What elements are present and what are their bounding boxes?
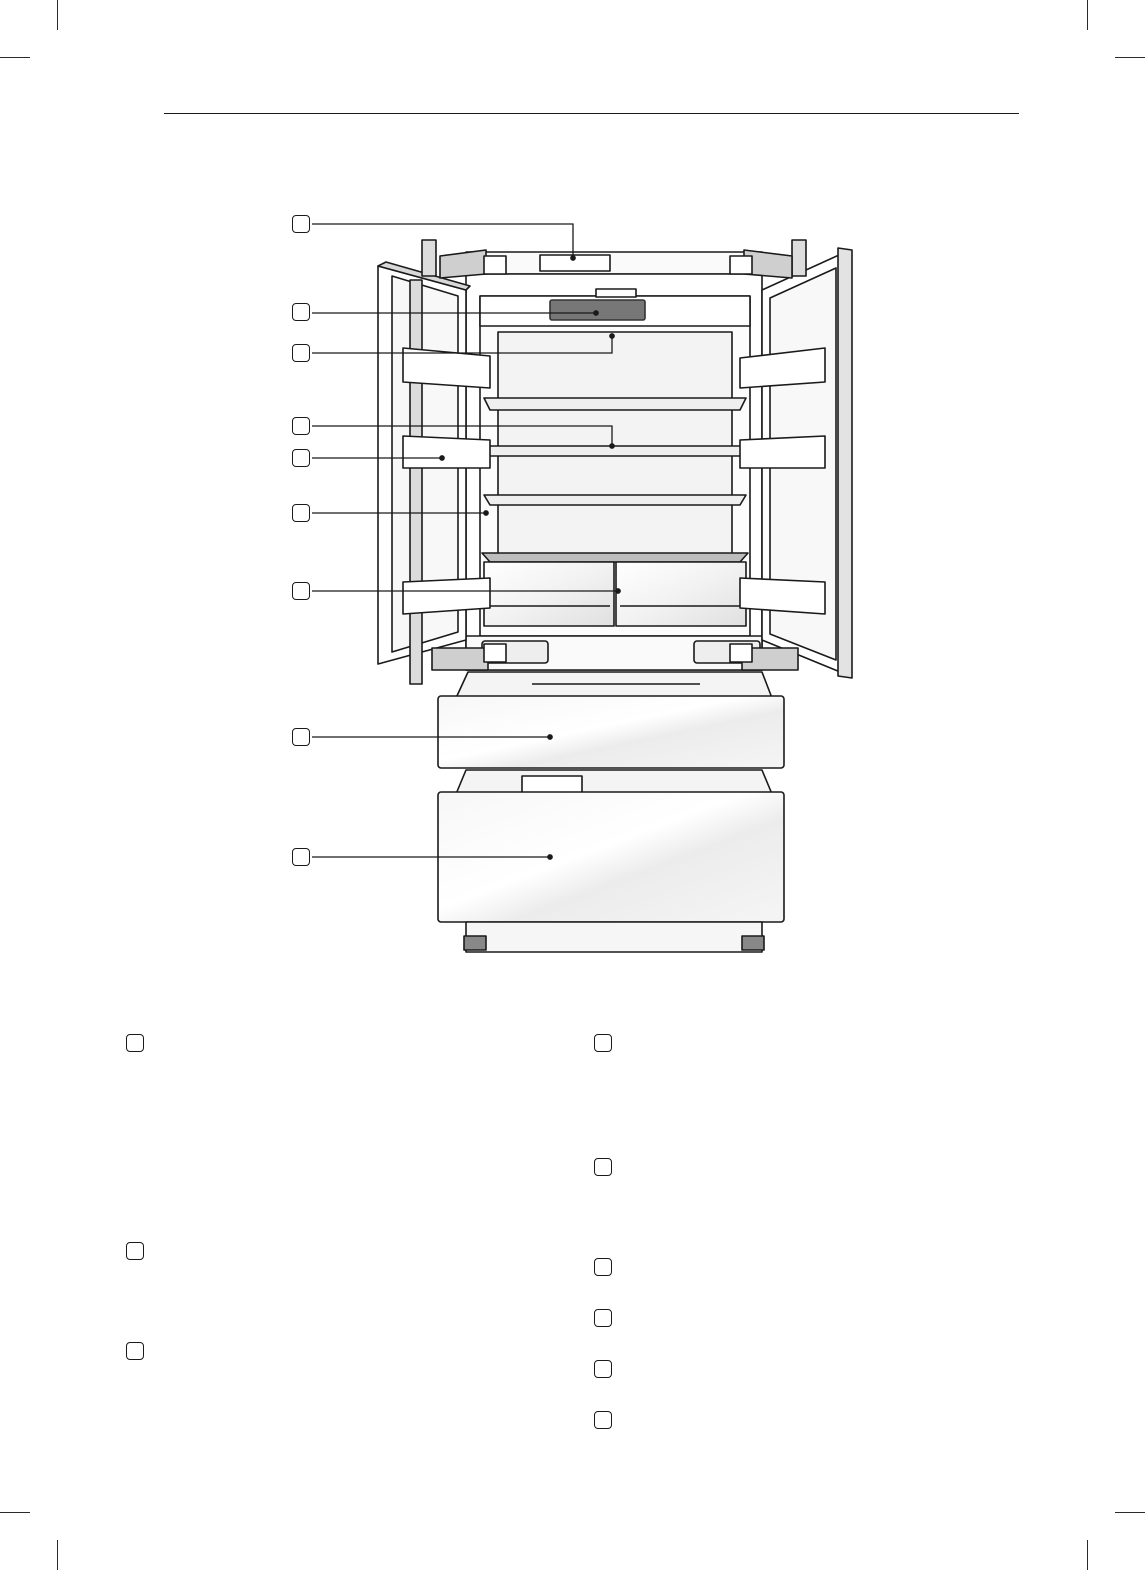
legend-item-left-3: [126, 1342, 144, 1360]
callout-3: [292, 344, 310, 362]
crop-mark-bottom-left-v: [57, 1540, 58, 1570]
crisper-drawer-left: [484, 562, 614, 626]
callout-2: [292, 303, 310, 321]
legend-item-left-2: [126, 1242, 144, 1260]
callout-6: [292, 504, 310, 522]
cabinet-top: [466, 252, 762, 274]
callout-8: [292, 728, 310, 746]
freezer-upper-drawer: [438, 696, 784, 768]
callout-9: [292, 848, 310, 866]
legend-item-right-4: [594, 1309, 612, 1327]
base-grille: [466, 922, 762, 952]
crop-mark-bottom-right-h: [1115, 1512, 1145, 1513]
legend-item-right-5: [594, 1360, 612, 1378]
legend-item-right-6: [594, 1411, 612, 1429]
callout-5: [292, 449, 310, 467]
crop-mark-bottom-right-v: [1087, 1540, 1088, 1570]
crisper-drawer-right: [616, 562, 746, 626]
callout-4: [292, 417, 310, 435]
legend-item-right-1: [594, 1034, 612, 1052]
legend-item-right-2: [594, 1158, 612, 1176]
legend-item-right-3: [594, 1258, 612, 1276]
callout-1: [292, 215, 310, 233]
callout-7: [292, 582, 310, 600]
legend-item-left-1: [126, 1034, 144, 1052]
crop-mark-bottom-left-h: [0, 1512, 30, 1513]
